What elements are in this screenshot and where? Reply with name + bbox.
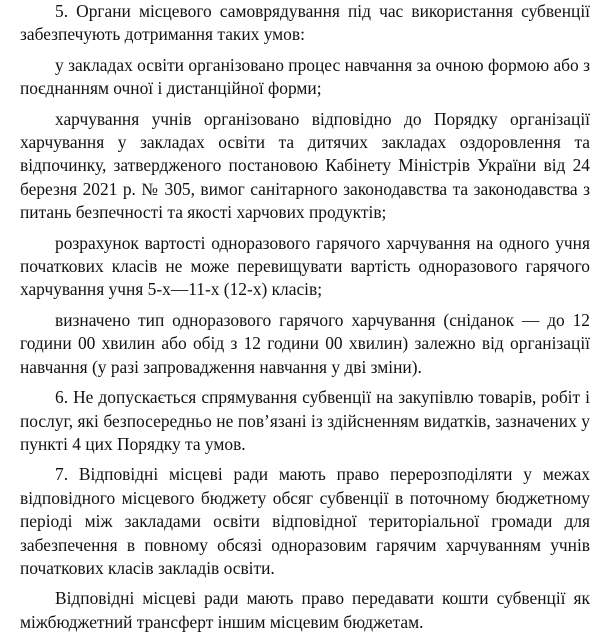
paragraph-education-form: у закладах освіти організовано процес навчання за очною формою або з поєднанням очної і дистанційної форми;: [20, 54, 590, 99]
paragraph-meal-cost: розрахунок вартості одноразового гарячого харчування на одного учня початкових класів не може перевищувати вартість одноразового гарячого харчування учня 5-х—11-х (12-х) класів;: [20, 232, 590, 300]
paragraph-7-redistribution: 7. Відповідні місцеві ради мають право перерозподіляти у межах відповідного місцевого бюджету обсяг субвенції в поточному бюджетному періоді між закладами освіти відповідної територіальної громади для забезпечення в повному обсязі одноразовим гарячим харчуванням учнів початкових класів закладів освіти.: [20, 464, 590, 578]
paragraph-6-restrictions: 6. Не допускається спрямування субвенції на закупівлю товарів, робіт і послуг, які безпосередньо не пов’язані із здійсненням видатків, зазначених у пункті 4 цих Порядку та умов.: [20, 387, 590, 454]
paragraph-5-conditions: 5. Органи місцевого самоврядування під час використання субвенції забезпечують дотримання таких умов:: [20, 1, 590, 45]
paragraph-transfer-right: Відповідні місцеві ради мають право передавати кошти субвенції як міжбюджетний трансферт іншим місцевим бюджетам.: [20, 588, 590, 632]
paragraph-nutrition-organization: харчування учнів організовано відповідно до Порядку організації харчування у закладах освіти та дитячих закладах оздоровлення та відпочинку, затвердженого постановою Кабінету Міністрів України від 24 березня 2021 р. № 305, вимог санітарного законодавства та законодавства з питань безпечності та якості харчових продуктів;: [20, 108, 590, 223]
paragraph-meal-type: визначено тип одноразового гарячого харчування (сніданок — до 12 години 00 хвилин або обід з 12 години 00 хвилин) залежно від організації навчання (у разі запровадження навчання у дві зміни).: [20, 309, 590, 377]
